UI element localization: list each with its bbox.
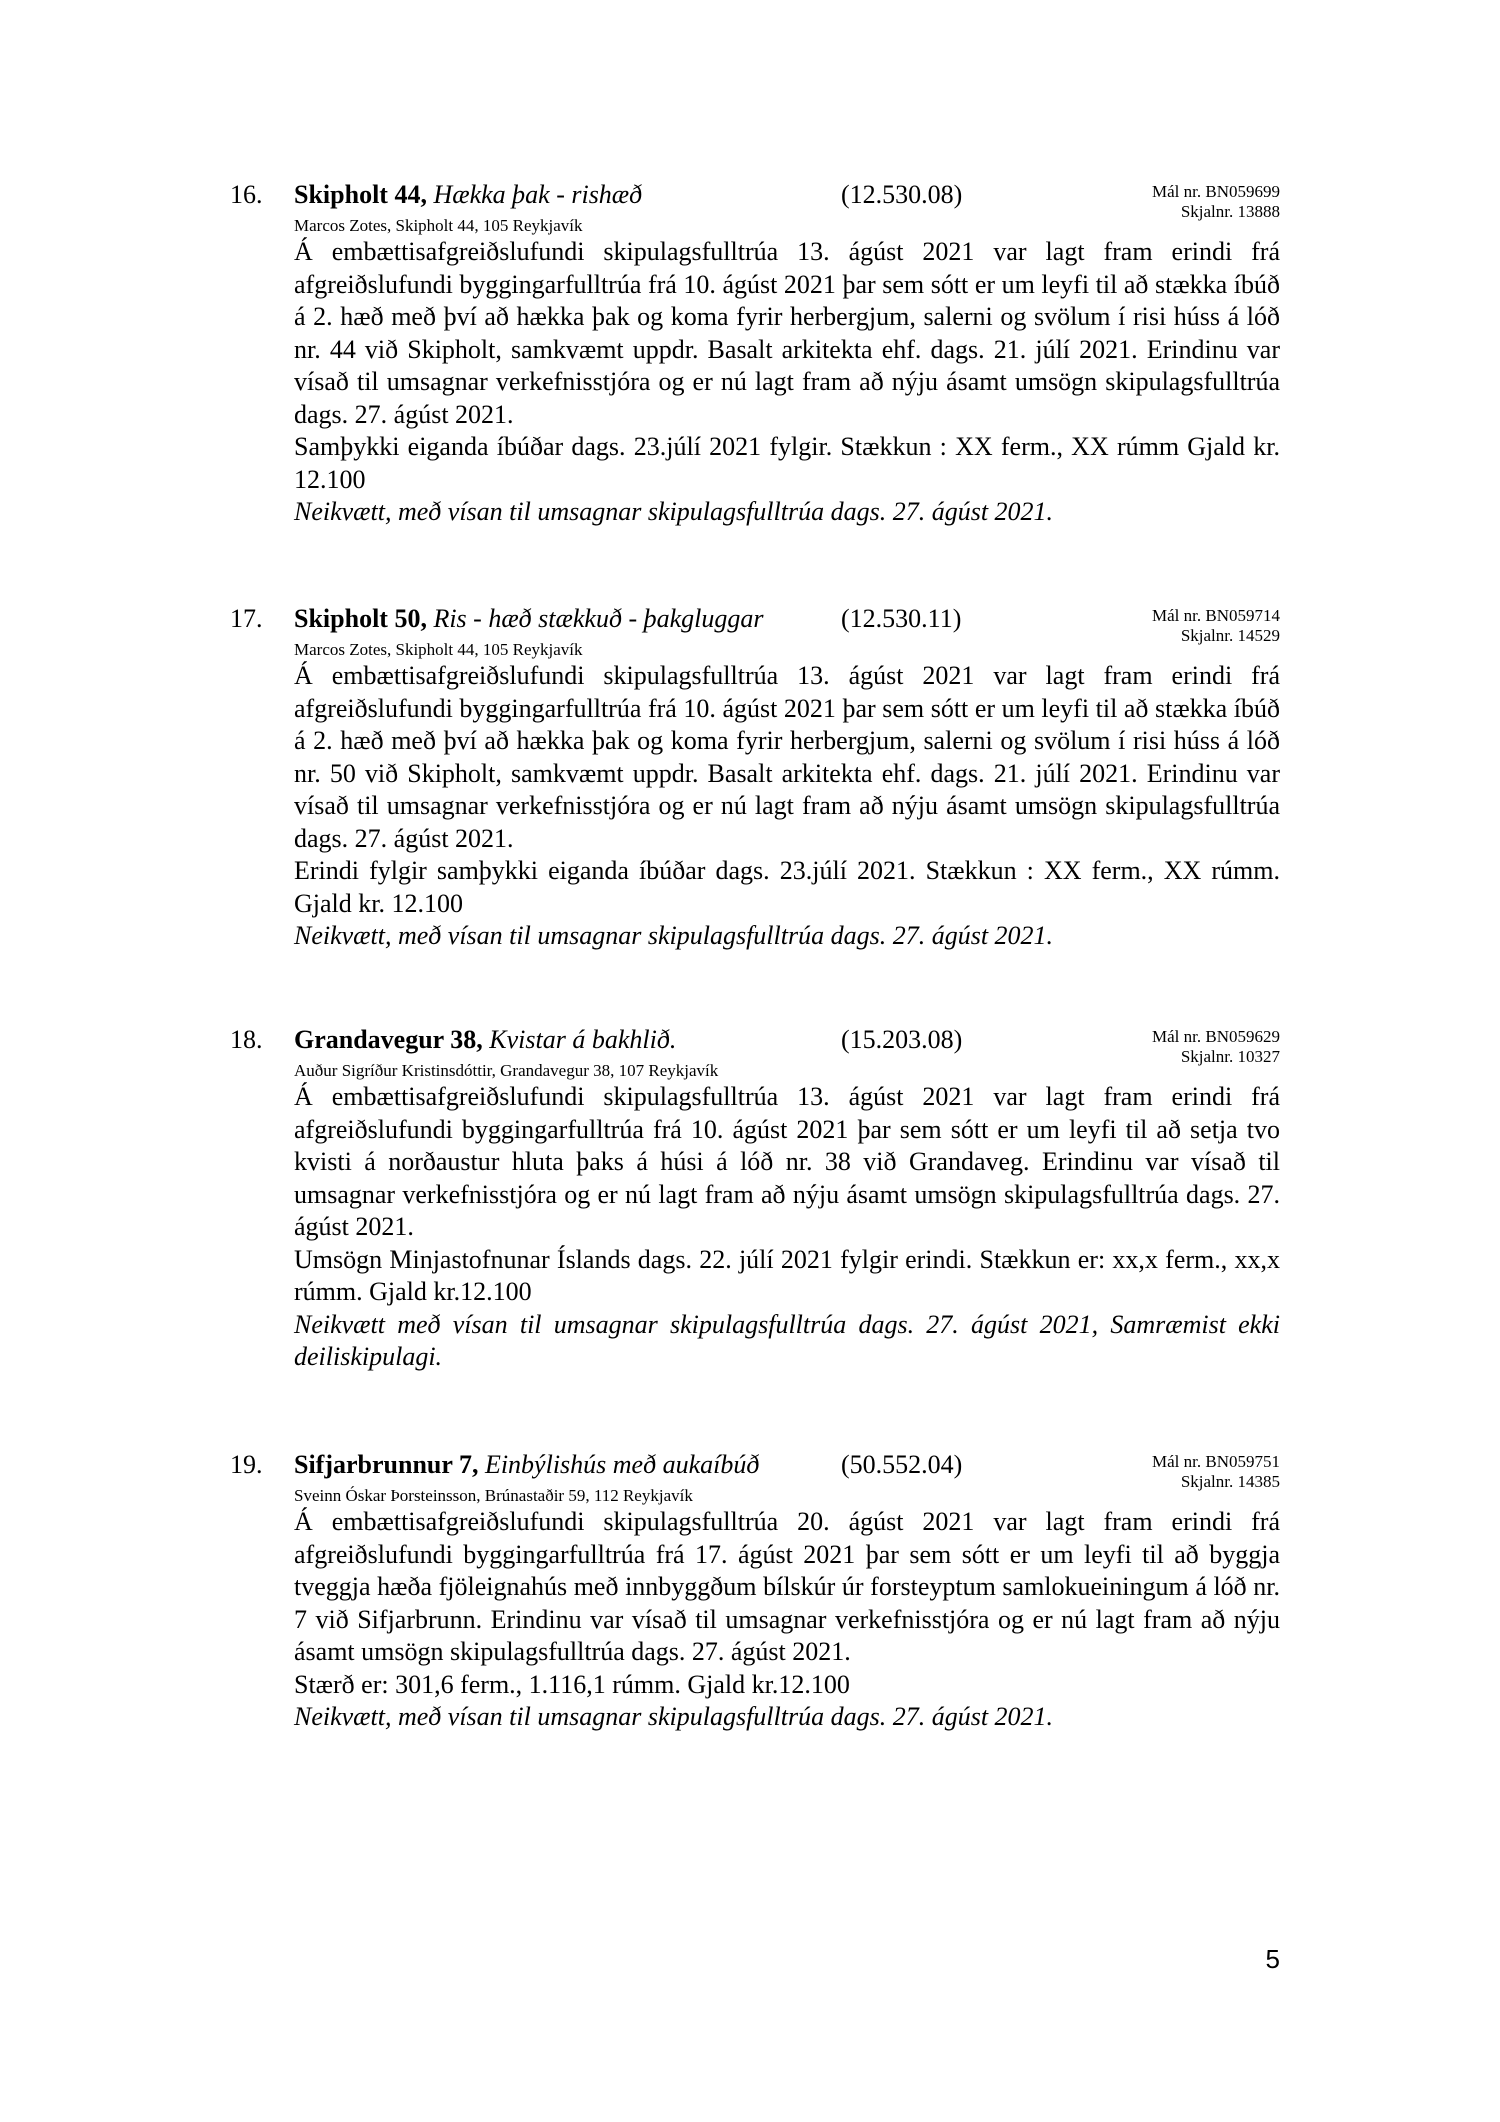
document-number: Skjalnr. 14529 (1180, 626, 1280, 645)
document-number: Skjalnr. 10327 (1180, 1047, 1280, 1066)
case-number: Mál nr. BN059714 (1152, 606, 1280, 625)
item-title (294, 178, 642, 212)
item-description: Einbýlishús með aukaíbúð (484, 1450, 760, 1479)
item-title (294, 602, 763, 636)
item-number: 19. (230, 1450, 263, 1479)
item-text: Á embættisafgreiðslufundi skipulagsfulltrúa 13. ágúst 2021 var lagt fram erindi frá afgreiðslufundi byggingarfulltrúa frá 10. ágúst 2021 þar sem sótt er um leyfi til að stækka íbúð á 2. hæð með því að hækka þak og koma fyrir herbergjum, salerni og svölum í risi húss á lóð nr. 44 við Skipholt, samkvæmt uppdr. Basalt arkitekta ehf. dags. 21. júlí 2021. Erindinu var vísað til umsagnar verkefnisstjóra og er nú lagt fram að nýju ásamt umsögn skipulagsfulltrúa dags. 27. ágúst 2021. (294, 237, 1280, 429)
applicant: Marcos Zotes, Skipholt 44, 105 Reykjavík (294, 640, 583, 659)
item-body (294, 660, 1280, 953)
item-address: Sifjarbrunnur 7, (294, 1450, 479, 1479)
agenda-item-19 (230, 1448, 1280, 1734)
item-text: Á embættisafgreiðslufundi skipulagsfulltrúa 13. ágúst 2021 var lagt fram erindi frá afgreiðslufundi byggingarfulltrúa frá 10. ágúst 2021 þar sem sótt er um leyfi til að setja tvo kvisti á norðaustur hluta þaks á húsi á lóð nr. 38 við Grandaveg. Erindinu var vísað til umsagnar verkefnisstjóra og er nú lagt fram að nýju ásamt umsögn skipulagsfulltrúa dags. 27. ágúst 2021. (294, 1082, 1280, 1241)
land-number: (15.203.08) (841, 1025, 963, 1054)
item-attachment-text: Erindi fylgir samþykki eiganda íbúðar dags. 23.júlí 2021. Stækkun : XX ferm., XX rúmm. Gjald kr. 12.100 (294, 856, 1280, 918)
item-header (230, 178, 1280, 230)
item-description: Ris - hæð stækkuð - þakgluggar (433, 604, 764, 633)
applicant: Sveinn Óskar Þorsteinsson, Brúnastaðir 59, 112 Reykjavík (294, 1486, 693, 1505)
item-text: Á embættisafgreiðslufundi skipulagsfulltrúa 13. ágúst 2021 var lagt fram erindi frá afgreiðslufundi byggingarfulltrúa frá 10. ágúst 2021 þar sem sótt er um leyfi til að stækka íbúð á 2. hæð með því að hækka þak og koma fyrir herbergjum, salerni og svölum í risi húss á lóð nr. 50 við Skipholt, samkvæmt uppdr. Basalt arkitekta ehf. dags. 21. júlí 2021. Erindinu var vísað til umsagnar verkefnisstjóra og er nú lagt fram að nýju ásamt umsögn skipulagsfulltrúa dags. 27. ágúst 2021. (294, 661, 1280, 853)
item-description: Kvistar á bakhlið. (489, 1025, 677, 1054)
item-title (294, 1023, 676, 1057)
item-description: Hækka þak - rishæð (433, 180, 643, 209)
item-header (230, 1023, 1280, 1075)
land-number: (12.530.08) (841, 180, 963, 209)
case-reference (1152, 606, 1280, 646)
case-number: Mál nr. BN059629 (1152, 1027, 1280, 1046)
item-attachment-text: Umsögn Minjastofnunar Íslands dags. 22. júlí 2021 fylgir erindi. Stækkun er: xx,x ferm., xx,x rúmm. Gjald kr.12.100 (294, 1244, 1280, 1306)
item-header (230, 1448, 1280, 1500)
item-attachment-text: Stærð er: 301,6 ferm., 1.116,1 rúmm. Gjald kr.12.100 (294, 1669, 850, 1699)
item-decision: Neikvætt með vísan til umsagnar skipulagsfulltrúa dags. 27. ágúst 2021, Samræmist ekki deiliskipulagi. (294, 1309, 1280, 1371)
document-number: Skjalnr. 13888 (1180, 202, 1280, 221)
land-number: (12.530.11) (841, 604, 962, 633)
item-decision: Neikvætt, með vísan til umsagnar skipulagsfulltrúa dags. 27. ágúst 2021. (294, 1702, 1054, 1731)
page-number: 5 (1265, 1944, 1280, 1974)
applicant: Auður Sigríður Kristinsdóttir, Grandavegur 38, 107 Reykjavík (294, 1061, 719, 1080)
item-decision: Neikvætt, með vísan til umsagnar skipulagsfulltrúa dags. 27. ágúst 2021. (294, 497, 1054, 526)
case-reference (1152, 182, 1280, 222)
document-number: Skjalnr. 14385 (1180, 1472, 1280, 1491)
item-decision: Neikvætt, með vísan til umsagnar skipulagsfulltrúa dags. 27. ágúst 2021. (294, 921, 1054, 950)
case-reference (1152, 1027, 1280, 1067)
applicant: Marcos Zotes, Skipholt 44, 105 Reykjavík (294, 216, 583, 235)
item-header (230, 602, 1280, 654)
item-attachment-text: Samþykki eiganda íbúðar dags. 23.júlí 2021 fylgir. Stækkun : XX ferm., XX rúmm Gjald kr. 12.100 (294, 432, 1280, 494)
land-number: (50.552.04) (841, 1450, 963, 1479)
item-address: Skipholt 50, (294, 604, 427, 633)
agenda-item-17 (230, 602, 1280, 953)
agenda-item-16 (230, 178, 1280, 529)
case-number: Mál nr. BN059699 (1152, 182, 1280, 201)
case-number: Mál nr. BN059751 (1152, 1452, 1280, 1471)
item-number: 16. (230, 180, 263, 209)
item-number: 17. (230, 604, 263, 633)
item-text: Á embættisafgreiðslufundi skipulagsfulltrúa 20. ágúst 2021 var lagt fram erindi frá afgreiðslufundi byggingarfulltrúa frá 17. ágúst 2021 þar sem sótt er um leyfi til að byggja tveggja hæða fjöleignahús með innbyggðum bílskúr úr forsteyptum samlokueiningum á lóð nr. 7 við Sifjarbrunn. Erindinu var vísað til umsagnar verkefnisstjóra og er nú lagt fram að nýju ásamt umsögn skipulagsfulltrúa dags. 27. ágúst 2021. (294, 1507, 1280, 1666)
item-body (294, 236, 1280, 529)
item-number: 18. (230, 1025, 263, 1054)
item-body (294, 1081, 1280, 1374)
item-body (294, 1506, 1280, 1734)
item-title (294, 1448, 759, 1482)
case-reference (1152, 1452, 1280, 1492)
item-address: Skipholt 44, (294, 180, 427, 209)
agenda-item-18 (230, 1023, 1280, 1374)
item-address: Grandavegur 38, (294, 1025, 483, 1054)
